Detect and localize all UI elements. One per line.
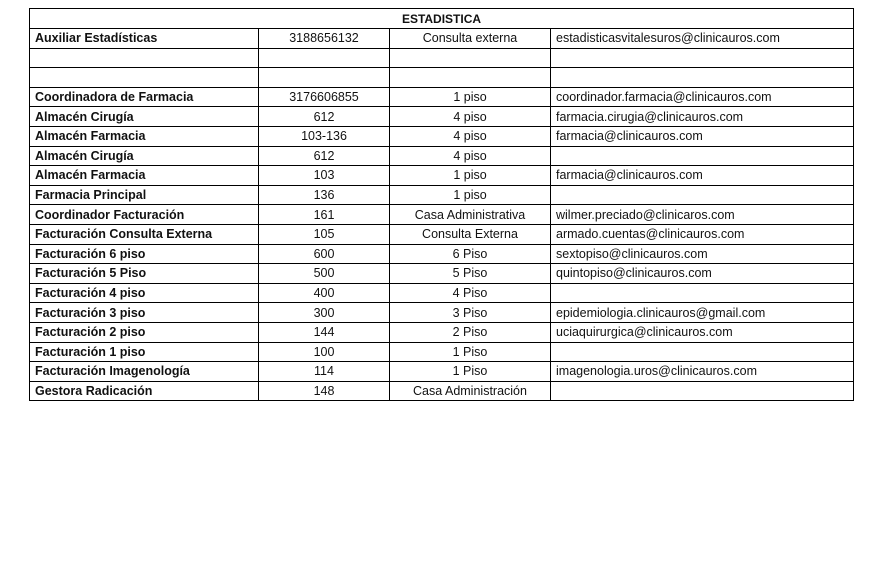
location-cell: 5 Piso <box>390 264 551 284</box>
department-name-cell: Almacén Cirugía <box>30 146 259 166</box>
table-row <box>30 264 854 284</box>
department-name-cell: Facturación 5 Piso <box>30 264 259 284</box>
email-cell: wilmer.preciado@clinicaros.com <box>551 205 854 225</box>
extension-cell <box>259 48 390 68</box>
department-name-cell: Facturación 4 piso <box>30 283 259 303</box>
extension-cell: 600 <box>259 244 390 264</box>
department-name-cell: Farmacia Principal <box>30 185 259 205</box>
department-name-cell: Coordinadora de Farmacia <box>30 87 259 107</box>
location-cell: 4 piso <box>390 107 551 127</box>
department-name-cell: Almacén Cirugía <box>30 107 259 127</box>
location-cell: Casa Administrativa <box>390 205 551 225</box>
extension-cell: 114 <box>259 362 390 382</box>
email-cell: sextopiso@clinicauros.com <box>551 244 854 264</box>
table-row <box>30 48 854 68</box>
location-cell: 4 piso <box>390 126 551 146</box>
location-cell: 2 Piso <box>390 322 551 342</box>
department-name-cell: Gestora Radicación <box>30 381 259 401</box>
location-cell: Consulta externa <box>390 29 551 49</box>
extension-cell: 612 <box>259 107 390 127</box>
extension-cell: 136 <box>259 185 390 205</box>
extension-cell: 144 <box>259 322 390 342</box>
email-cell <box>551 185 854 205</box>
table-row <box>30 146 854 166</box>
extension-cell: 300 <box>259 303 390 323</box>
department-name-cell: Facturación 6 piso <box>30 244 259 264</box>
department-name-cell: Facturación 2 piso <box>30 322 259 342</box>
extension-cell: 100 <box>259 342 390 362</box>
extension-cell <box>259 68 390 88</box>
email-cell <box>551 283 854 303</box>
department-name-cell <box>30 68 259 88</box>
location-cell: 1 piso <box>390 185 551 205</box>
email-cell <box>551 48 854 68</box>
table-row <box>30 244 854 264</box>
department-name-cell: Auxiliar Estadísticas <box>30 29 259 49</box>
department-name-cell: Facturación 1 piso <box>30 342 259 362</box>
email-cell: armado.cuentas@clinicauros.com <box>551 224 854 244</box>
email-cell <box>551 342 854 362</box>
contact-directory-table <box>29 8 854 401</box>
email-cell: coordinador.farmacia@clinicauros.com <box>551 87 854 107</box>
table-row <box>30 381 854 401</box>
location-cell <box>390 68 551 88</box>
department-name-cell: Almacén Farmacia <box>30 126 259 146</box>
department-name-cell: Facturación Imagenología <box>30 362 259 382</box>
table-row <box>30 29 854 49</box>
extension-cell: 400 <box>259 283 390 303</box>
title-row <box>30 9 854 29</box>
location-cell <box>390 48 551 68</box>
email-cell: quintopiso@clinicauros.com <box>551 264 854 284</box>
location-cell: 4 piso <box>390 146 551 166</box>
table-row <box>30 126 854 146</box>
department-name-cell: Coordinador Facturación <box>30 205 259 225</box>
email-cell: imagenologia.uros@clinicauros.com <box>551 362 854 382</box>
extension-cell: 3188656132 <box>259 29 390 49</box>
table-body <box>30 9 854 401</box>
extension-cell: 500 <box>259 264 390 284</box>
table-row <box>30 224 854 244</box>
table-row <box>30 166 854 186</box>
location-cell: 1 Piso <box>390 362 551 382</box>
location-cell: 4 Piso <box>390 283 551 303</box>
table-row <box>30 87 854 107</box>
table-row <box>30 107 854 127</box>
table-row <box>30 322 854 342</box>
location-cell: 3 Piso <box>390 303 551 323</box>
department-name-cell: Facturación 3 piso <box>30 303 259 323</box>
email-cell: farmacia@clinicauros.com <box>551 166 854 186</box>
table-row <box>30 68 854 88</box>
location-cell: 1 piso <box>390 166 551 186</box>
table-row <box>30 283 854 303</box>
extension-cell: 148 <box>259 381 390 401</box>
location-cell: Casa Administración <box>390 381 551 401</box>
location-cell: 1 piso <box>390 87 551 107</box>
email-cell: farmacia.cirugia@clinicauros.com <box>551 107 854 127</box>
location-cell: 6 Piso <box>390 244 551 264</box>
email-cell: uciaquirurgica@clinicauros.com <box>551 322 854 342</box>
email-cell: epidemiologia.clinicauros@gmail.com <box>551 303 854 323</box>
extension-cell: 105 <box>259 224 390 244</box>
email-cell <box>551 68 854 88</box>
table-row <box>30 362 854 382</box>
table-row <box>30 342 854 362</box>
location-cell: 1 Piso <box>390 342 551 362</box>
email-cell <box>551 146 854 166</box>
email-cell: estadisticasvitalesuros@clinicauros.com <box>551 29 854 49</box>
extension-cell: 161 <box>259 205 390 225</box>
email-cell: farmacia@clinicauros.com <box>551 126 854 146</box>
extension-cell: 612 <box>259 146 390 166</box>
section-title: ESTADISTICA <box>30 9 854 29</box>
department-name-cell <box>30 48 259 68</box>
extension-cell: 103 <box>259 166 390 186</box>
table-row <box>30 185 854 205</box>
location-cell: Consulta Externa <box>390 224 551 244</box>
department-name-cell: Almacén Farmacia <box>30 166 259 186</box>
extension-cell: 103-136 <box>259 126 390 146</box>
email-cell <box>551 381 854 401</box>
table-row <box>30 205 854 225</box>
department-name-cell: Facturación Consulta Externa <box>30 224 259 244</box>
extension-cell: 3176606855 <box>259 87 390 107</box>
table-row <box>30 303 854 323</box>
